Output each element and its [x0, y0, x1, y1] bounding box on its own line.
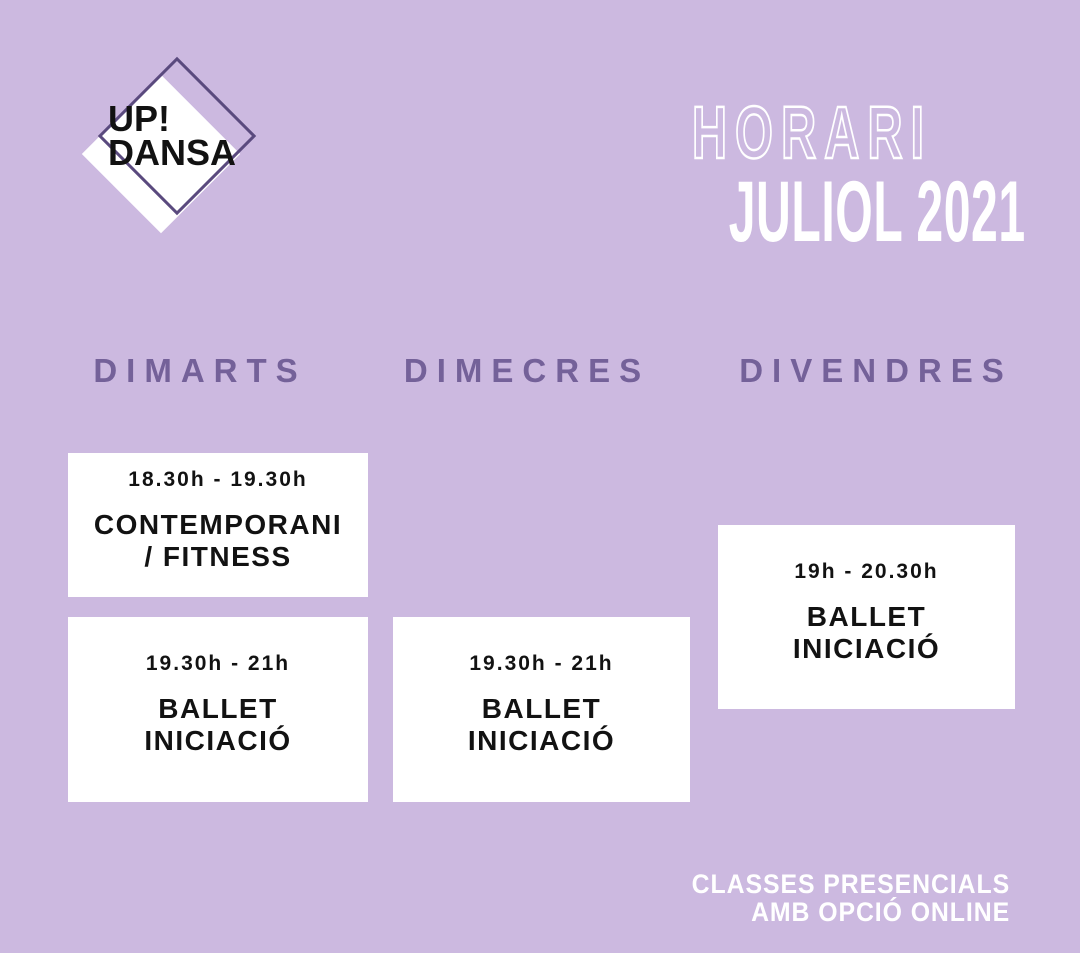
day-header-dimecres: DIMECRES — [403, 352, 651, 389]
brand-name — [108, 98, 237, 174]
class-name: BALLET INICIACIÓ — [792, 600, 941, 664]
class-card-dimarts-ballet — [68, 617, 368, 802]
brand-name-line1: UP! — [108, 98, 170, 139]
footer-note — [692, 870, 1010, 927]
brand-name-line2: DANSA — [108, 132, 237, 174]
header — [612, 91, 1026, 260]
page-subtitle: JULIOL 2021 — [728, 164, 1026, 260]
brand-logo — [78, 70, 268, 245]
class-card-divendres-ballet — [718, 525, 1015, 709]
class-time: 19.30h - 21h — [145, 652, 291, 676]
class-time: 18.30h - 19.30h — [128, 467, 308, 491]
class-card-dimarts-contemporani — [68, 453, 368, 597]
class-name: BALLET INICIACIÓ — [467, 693, 616, 756]
class-name: CONTEMPORANI / FITNESS — [93, 508, 343, 572]
class-time: 19.30h - 21h — [469, 652, 614, 676]
page-title: HORARI — [691, 91, 933, 174]
class-card-dimecres-ballet — [393, 617, 690, 802]
class-time: 19h - 20.30h — [794, 559, 939, 583]
footer-line1: CLASSES PRESENCIALS — [691, 869, 1010, 899]
class-name: BALLET INICIACIÓ — [144, 693, 292, 756]
day-header-divendres: DIVENDRES — [739, 352, 1013, 389]
day-header-dimarts: DIMARTS — [93, 352, 307, 389]
footer-line2: AMB OPCIÓ ONLINE — [751, 897, 1010, 928]
